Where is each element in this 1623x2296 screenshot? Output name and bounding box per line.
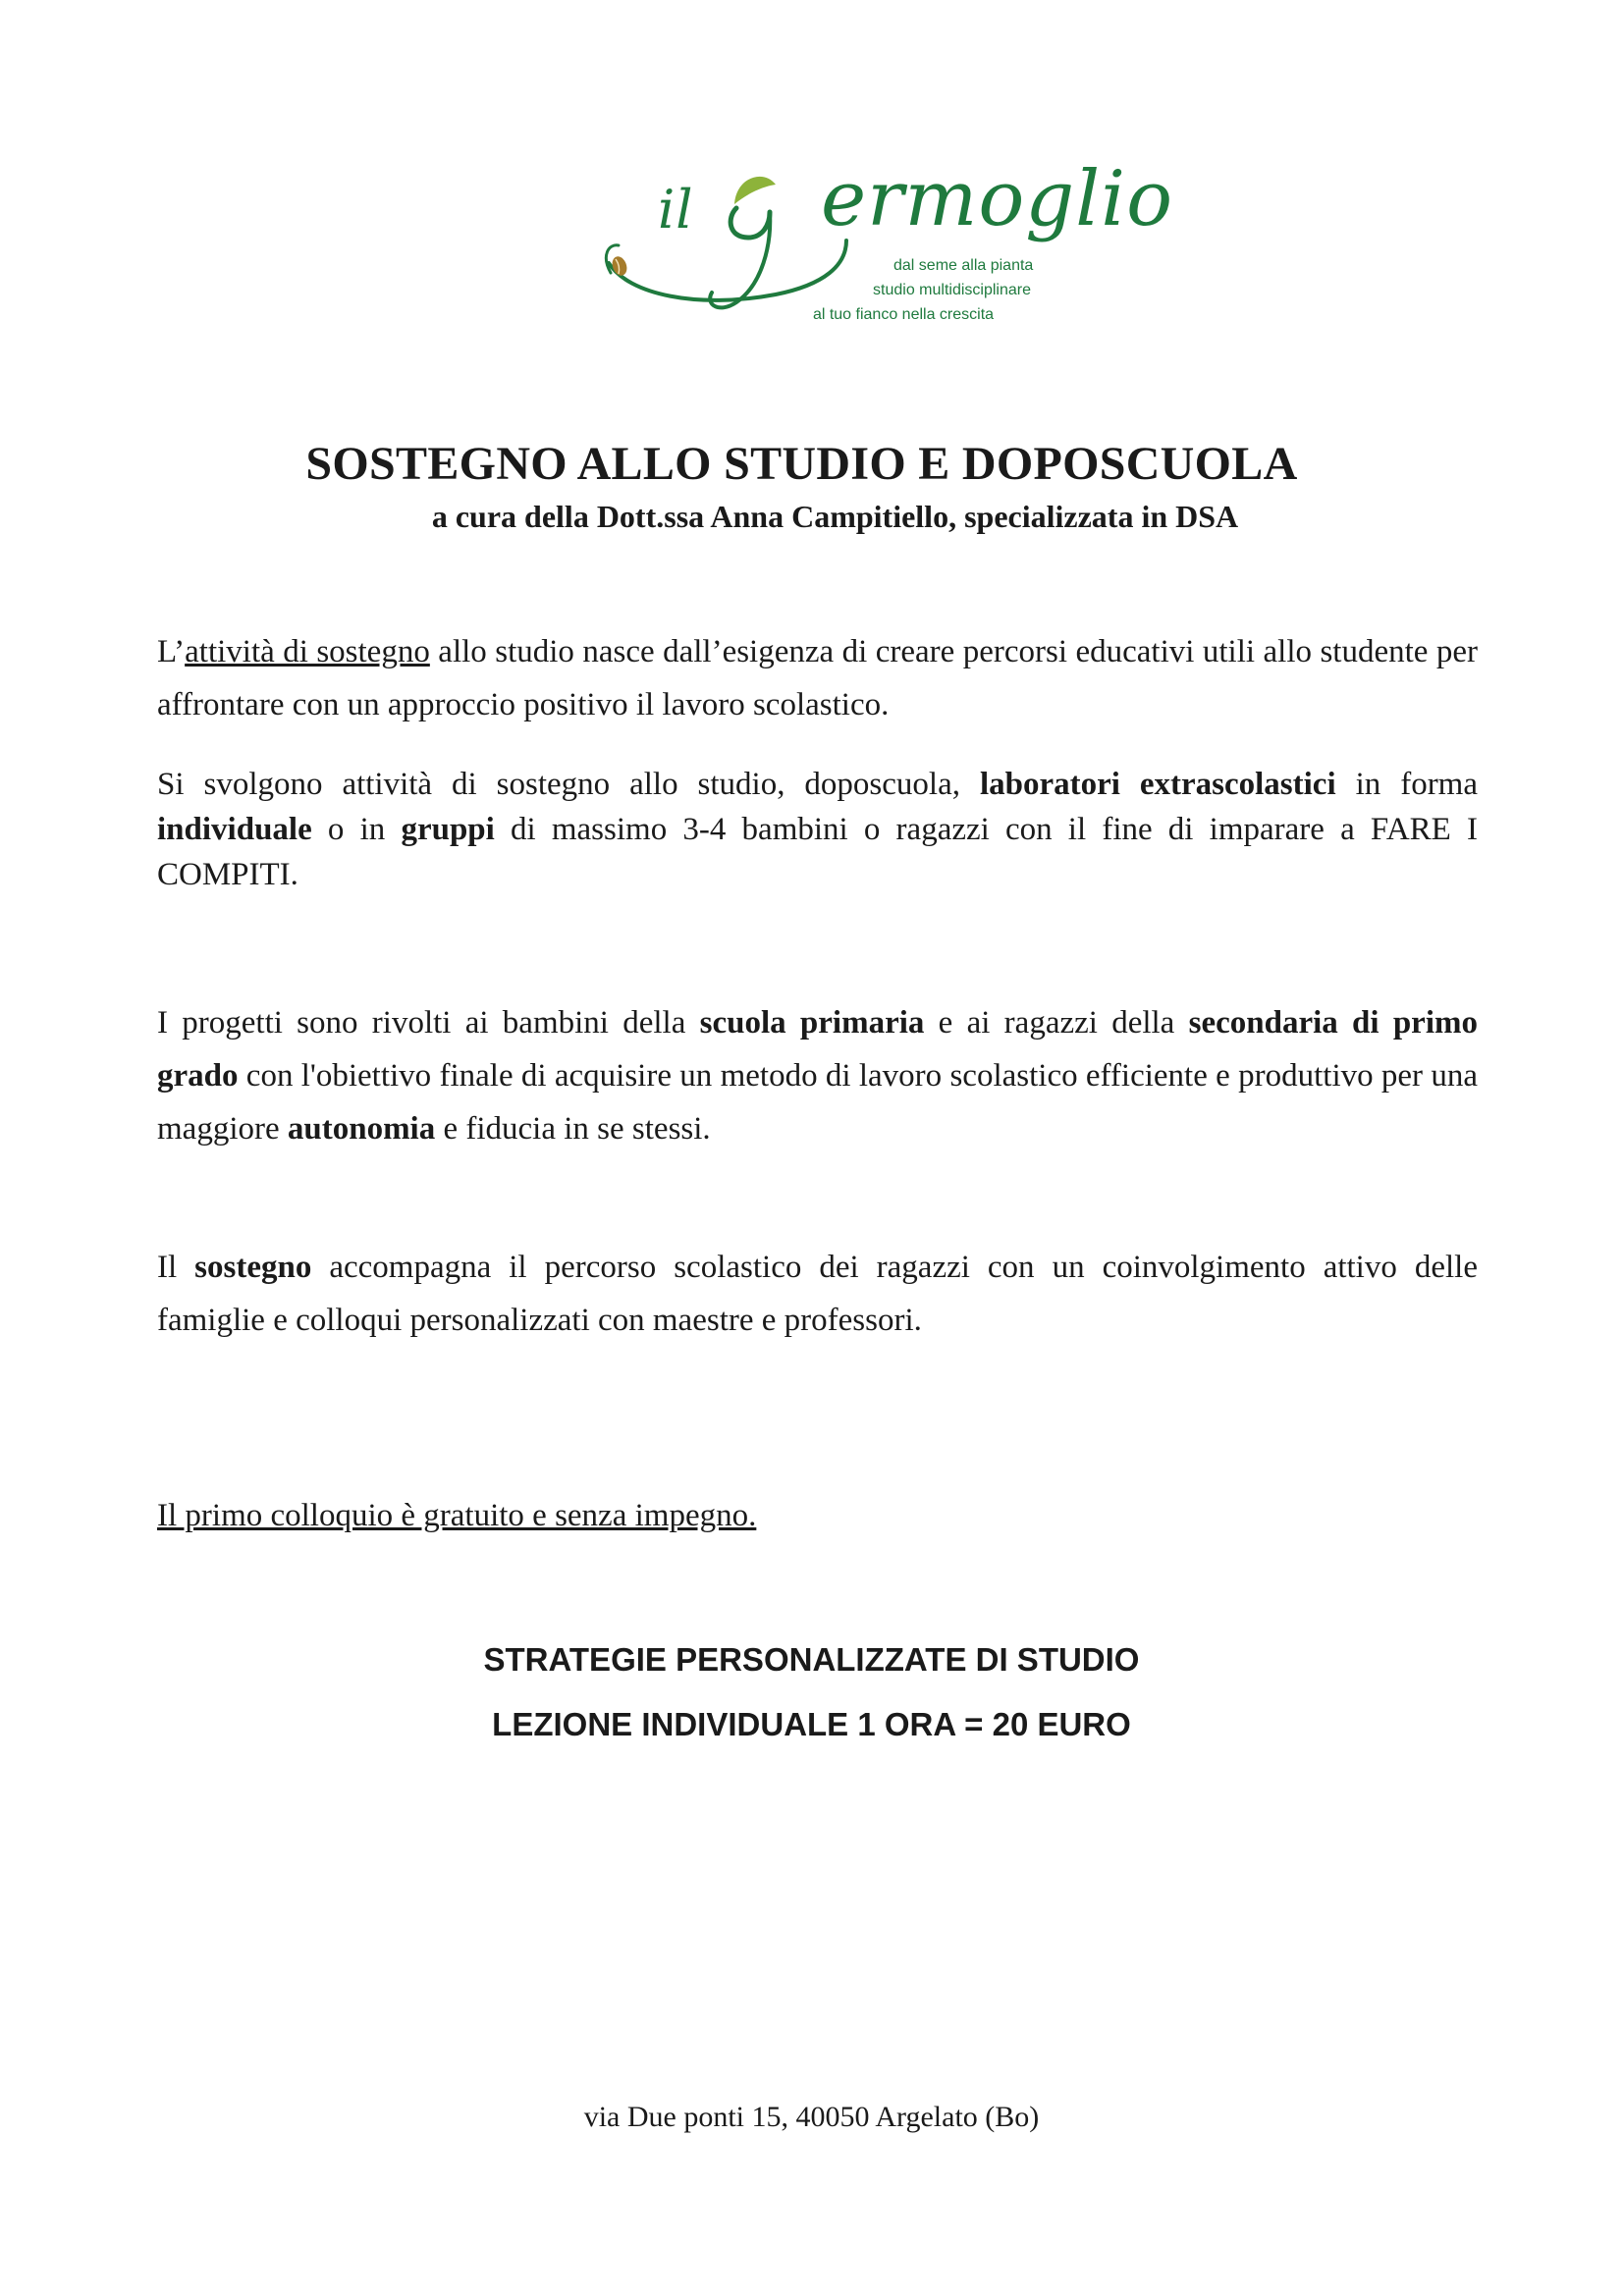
paragraph-intro-rest: allo studio nasce dall’esigenza di creare percorsi educativi utili allo studente per affrontare con un approccio positivo il lavoro scolastico. xyxy=(157,634,1479,722)
logo-tagline-2: studio multidisciplinare xyxy=(873,282,1031,298)
paragraph-intro xyxy=(157,625,1478,731)
paragraph-activities-text-3: o in xyxy=(311,812,402,847)
paragraph-support-text-2: accompagna il percorso scolastico dei ragazzi con un coinvolgimento attivo delle famiglie e colloqui personalizzati con maestre e professori. xyxy=(157,1250,1478,1338)
paragraph-support-bold-1: sostegno xyxy=(194,1250,312,1285)
page-subtitle-text: a cura della Dott.ssa Anna Campitiello, specializzata in DSA xyxy=(431,499,1239,534)
footer-address xyxy=(0,2101,1623,2134)
paragraph-activities-text-4: di massimo 3-4 bambini o ragazzi con il fine di imparare a FARE I COMPITI. xyxy=(157,812,1478,892)
paragraph-projects-text-1: I progetti sono rivolti ai bambini della xyxy=(157,1005,700,1041)
page-subtitle xyxy=(0,499,1623,535)
logo-tagline-1: dal seme alla pianta xyxy=(893,257,1034,274)
paragraph-support-text-1: Il xyxy=(157,1250,195,1285)
paragraph-free-consultation: Il primo colloquio è gratuito e senza impegno. xyxy=(157,1498,757,1533)
offer-line-1 xyxy=(0,1641,1623,1679)
logo xyxy=(589,147,1174,344)
offer-line-2-text: LEZIONE INDIVIDUALE 1 ORA = 20 EURO xyxy=(492,1706,1131,1742)
paragraph-activities xyxy=(157,762,1478,897)
paragraph-activities-text-2: in forma xyxy=(1335,767,1478,802)
paragraph-projects-bold-3: autonomia xyxy=(287,1111,436,1147)
logo-tagline-3: al tuo fianco nella crescita xyxy=(812,306,995,323)
page-title-text: SOSTEGNO ALLO STUDIO E DOPOSCUOLA xyxy=(305,438,1298,490)
paragraph-intro-underlined: attività di sostegno xyxy=(185,634,430,669)
page-title xyxy=(0,437,1623,491)
offer-line-1-text: STRATEGIE PERSONALIZZATE DI STUDIO xyxy=(483,1641,1140,1678)
paragraph-activities-text-1: Si svolgono attività di sostegno allo studio, doposcuola, xyxy=(157,767,980,802)
logo-wordmark xyxy=(771,155,1173,243)
paragraph-projects xyxy=(157,996,1478,1155)
paragraph-activities-bold-2: individuale xyxy=(157,812,312,847)
paragraph-support xyxy=(157,1241,1478,1347)
paragraph-activities-bold-1: laboratori extrascolastici xyxy=(979,767,1336,802)
paragraph-projects-bold-2: secondaria di primo grado xyxy=(157,1005,1478,1094)
paragraph-projects-bold-1: scuola primaria xyxy=(699,1005,925,1041)
paragraph-projects-text-3: con l'obiettivo finale di acquisire un metodo di lavoro scolastico efficiente e produttivo per una maggiore xyxy=(157,1058,1478,1147)
footer-address-text: via Due ponti 15, 40050 Argelato (Bo) xyxy=(583,2101,1040,2133)
offer-line-2 xyxy=(0,1706,1623,1743)
paragraph-projects-text-2: e ai ragazzi della xyxy=(924,1005,1189,1041)
logo-prefix: il xyxy=(658,179,694,240)
paragraph-activities-bold-3: gruppi xyxy=(401,812,495,847)
paragraph-projects-text-4: e fiducia in se stessi. xyxy=(435,1111,711,1147)
logo-wordmark-rest: ermoglio xyxy=(820,155,1174,243)
paragraph-intro-lead: L’ xyxy=(157,634,186,669)
